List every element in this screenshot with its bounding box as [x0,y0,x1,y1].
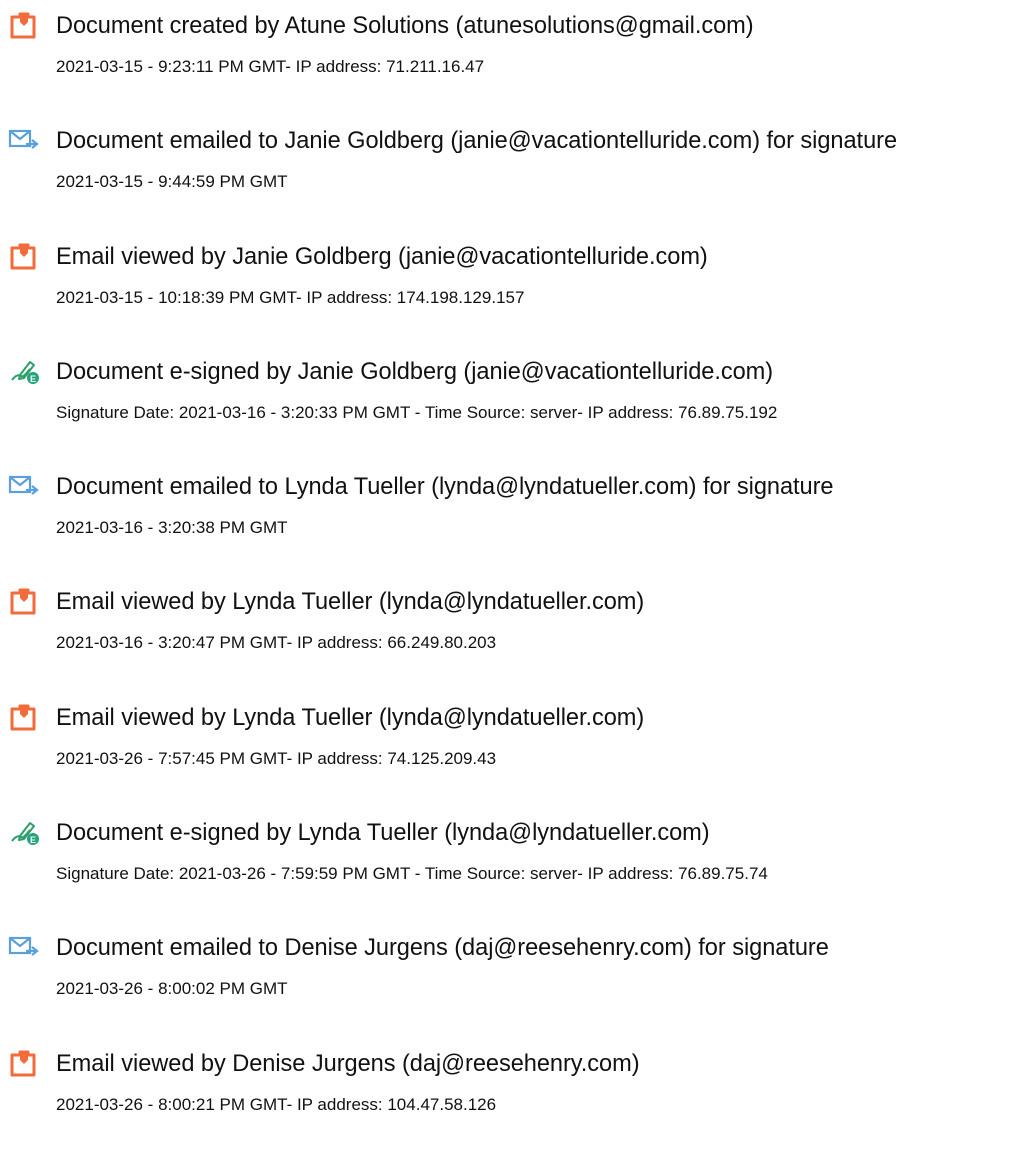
email-sent-icon [8,932,40,962]
event-title: Email viewed by Denise Jurgens (daj@reesehenry.com) [56,1050,640,1077]
audit-event [0,0,1012,115]
event-detail: Signature Date: 2021-03-16 - 3:20:33 PM GMT - Time Source: server- IP address: 76.89.75.192 [56,402,778,422]
event-detail: 2021-03-26 - 8:00:02 PM GMT [56,979,288,999]
audit-event [0,115,1012,230]
event-title: Document created by Atune Solutions (atunesolutions@gmail.com) [56,13,754,39]
event-detail: 2021-03-15 - 9:44:59 PM GMT [56,172,288,192]
audit-event [0,576,1012,691]
svg-text:E: E [29,373,37,384]
event-title: Email viewed by Lynda Tueller (lynda@lyndatueller.com) [56,589,645,616]
event-detail: 2021-03-16 - 3:20:47 PM GMT- IP address: 66.249.80.203 [56,633,497,653]
event-detail: Signature Date: 2021-03-26 - 7:59:59 PM GMT - Time Source: server- IP address: 76.89.75.74 [56,864,768,884]
event-detail: 2021-03-16 - 3:20:38 PM GMT [56,518,288,538]
audit-event [0,807,1012,922]
document-icon [8,702,40,732]
event-title: Document emailed to Denise Jurgens (daj@reesehenry.com) for signature [56,935,829,962]
esign-pen-icon [8,356,40,386]
document-icon [8,1048,40,1078]
event-detail: 2021-03-26 - 8:00:21 PM GMT- IP address: 104.47.58.126 [56,1094,497,1114]
esign-pen-icon [8,817,40,847]
audit-event [0,461,1012,576]
event-title: Document emailed to Janie Goldberg (janie@vacationtelluride.com) for signature [56,128,898,155]
event-title: Document emailed to Lynda Tueller (lynda@lyndatueller.com) for signature [56,474,834,501]
audit-event [0,922,1012,1037]
event-detail: 2021-03-26 - 7:57:45 PM GMT- IP address: 74.125.209.43 [56,748,497,768]
document-icon [8,586,40,616]
email-sent-icon [8,125,40,155]
event-title: Document e-signed by Janie Goldberg (janie@vacationtelluride.com) [56,358,774,385]
document-icon [8,241,40,271]
event-title: Document e-signed by Lynda Tueller (lynda@lyndatueller.com) [56,820,710,847]
email-sent-icon [8,471,40,501]
audit-event [0,1038,1012,1153]
event-detail: 2021-03-15 - 10:18:39 PM GMT- IP address: 174.198.129.157 [56,287,525,307]
event-title: Email viewed by Lynda Tueller (lynda@lyndatueller.com) [56,704,645,731]
audit-event [0,231,1012,346]
audit-event [0,346,1012,461]
svg-text:E: E [29,835,37,846]
audit-event [0,692,1012,807]
document-icon [8,10,40,40]
event-detail: 2021-03-15 - 9:23:11 PM GMT- IP address: 71.211.16.47 [56,57,485,76]
event-title: Email viewed by Janie Goldberg (janie@vacationtelluride.com) [56,243,708,270]
